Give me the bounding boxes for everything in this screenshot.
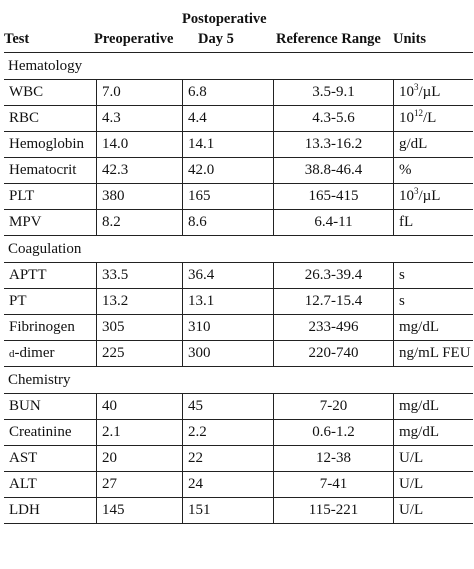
reference-range-cell: 165-415 [273, 184, 393, 209]
units-cell [393, 498, 473, 523]
table-row [4, 262, 473, 288]
table-header [4, 6, 473, 52]
section-header: Coagulation [4, 235, 473, 262]
units-cell [393, 106, 473, 131]
unit-base: mg/dL [399, 424, 439, 440]
units-cell [393, 446, 473, 471]
preoperative-cell: 225 [96, 341, 182, 366]
postoperative-cell: 151 [182, 498, 273, 523]
unit-base: % [399, 162, 412, 178]
table-row [4, 79, 473, 105]
test-name-cell [4, 184, 96, 209]
test-name: Creatinine [9, 424, 72, 440]
unit-base: U/L [399, 502, 424, 518]
test-name: BUN [9, 398, 41, 414]
preoperative-cell: 380 [96, 184, 182, 209]
test-name: Hematocrit [9, 162, 77, 178]
test-name-cell [4, 210, 96, 235]
postoperative-cell: 14.1 [182, 132, 273, 157]
preoperative-cell: 2.1 [96, 420, 182, 445]
postoperative-cell: 300 [182, 341, 273, 366]
unit-base: 10 [399, 188, 414, 204]
test-name: -dimer [14, 345, 55, 361]
postoperative-cell: 8.6 [182, 210, 273, 235]
table-row [4, 183, 473, 209]
units-cell [393, 184, 473, 209]
test-name: MPV [9, 214, 42, 230]
test-name: AST [9, 450, 38, 466]
test-name: PT [9, 293, 27, 309]
reference-range-cell: 7-41 [273, 472, 393, 497]
test-name-prefix: d [9, 348, 15, 360]
units-cell [393, 420, 473, 445]
header-day5: Day 5 [198, 31, 234, 47]
postoperative-cell: 13.1 [182, 289, 273, 314]
unit-suffix: /µL [418, 188, 441, 204]
unit-base: ng/mL FEU [399, 345, 471, 361]
units-cell [393, 472, 473, 497]
units-cell [393, 132, 473, 157]
header-test: Test [4, 31, 30, 47]
unit-suffix: /µL [418, 84, 441, 100]
test-name-cell [4, 106, 96, 131]
postoperative-cell: 6.8 [182, 80, 273, 105]
header-postoperative: Postoperative [182, 11, 267, 27]
table-row [4, 157, 473, 183]
units-cell [393, 341, 473, 366]
lab-results-table [4, 6, 473, 524]
postoperative-cell: 4.4 [182, 106, 273, 131]
test-name-cell [4, 498, 96, 523]
test-name: ALT [9, 476, 37, 492]
postoperative-cell: 2.2 [182, 420, 273, 445]
reference-range-cell: 4.3-5.6 [273, 106, 393, 131]
reference-range-cell: 38.8-46.4 [273, 158, 393, 183]
test-name: APTT [9, 267, 47, 283]
postoperative-cell: 24 [182, 472, 273, 497]
unit-base: U/L [399, 450, 424, 466]
table-row [4, 209, 473, 235]
test-name: RBC [9, 110, 40, 126]
preoperative-cell: 305 [96, 315, 182, 340]
table-row [4, 445, 473, 471]
preoperative-cell: 4.3 [96, 106, 182, 131]
unit-base: mg/dL [399, 398, 439, 414]
reference-range-cell: 7-20 [273, 394, 393, 419]
unit-suffix: /L [423, 110, 437, 126]
table-row [4, 419, 473, 445]
unit-base: s [399, 267, 405, 283]
test-name: PLT [9, 188, 35, 204]
postoperative-cell: 165 [182, 184, 273, 209]
header-preoperative: Preoperative [94, 31, 174, 47]
reference-range-cell: 13.3-16.2 [273, 132, 393, 157]
test-name: LDH [9, 502, 40, 518]
table-bottom-rule [4, 523, 473, 524]
section-header: Chemistry [4, 366, 473, 393]
table-row [4, 105, 473, 131]
unit-exponent: 3 [414, 186, 419, 196]
test-name-cell [4, 420, 96, 445]
units-cell [393, 394, 473, 419]
test-name-cell [4, 472, 96, 497]
unit-base: mg/dL [399, 319, 439, 335]
test-name-cell [4, 263, 96, 288]
reference-range-cell: 12-38 [273, 446, 393, 471]
test-name-cell [4, 80, 96, 105]
test-name-cell [4, 132, 96, 157]
test-name: Hemoglobin [9, 136, 84, 152]
reference-range-cell: 115-221 [273, 498, 393, 523]
reference-range-cell: 220-740 [273, 341, 393, 366]
reference-range-cell: 0.6-1.2 [273, 420, 393, 445]
preoperative-cell: 13.2 [96, 289, 182, 314]
reference-range-cell: 233-496 [273, 315, 393, 340]
postoperative-cell: 310 [182, 315, 273, 340]
unit-base: s [399, 293, 405, 309]
preoperative-cell: 40 [96, 394, 182, 419]
table-body [4, 52, 473, 524]
preoperative-cell: 145 [96, 498, 182, 523]
test-name-cell [4, 289, 96, 314]
reference-range-cell: 26.3-39.4 [273, 263, 393, 288]
test-name-cell [4, 341, 96, 366]
units-cell [393, 315, 473, 340]
postoperative-cell: 36.4 [182, 263, 273, 288]
unit-base: fL [399, 214, 414, 230]
unit-base: 10 [399, 84, 414, 100]
units-cell [393, 80, 473, 105]
test-name-cell [4, 446, 96, 471]
preoperative-cell: 42.3 [96, 158, 182, 183]
units-cell [393, 158, 473, 183]
table-row [4, 131, 473, 157]
reference-range-cell: 6.4-11 [273, 210, 393, 235]
test-name-cell [4, 394, 96, 419]
unit-base: U/L [399, 476, 424, 492]
preoperative-cell: 20 [96, 446, 182, 471]
unit-base: 10 [399, 110, 414, 126]
table-row [4, 314, 473, 340]
preoperative-cell: 27 [96, 472, 182, 497]
header-units: Units [393, 31, 427, 47]
preoperative-cell: 33.5 [96, 263, 182, 288]
table-row [4, 340, 473, 366]
reference-range-cell: 12.7-15.4 [273, 289, 393, 314]
preoperative-cell: 7.0 [96, 80, 182, 105]
unit-base: g/dL [399, 136, 428, 152]
units-cell [393, 210, 473, 235]
header-reference-range: Reference Range [276, 31, 381, 47]
unit-exponent: 12 [414, 108, 423, 118]
units-cell [393, 263, 473, 288]
test-name: WBC [9, 84, 44, 100]
table-row [4, 393, 473, 419]
table-row [4, 288, 473, 314]
test-name-cell [4, 315, 96, 340]
units-cell [393, 289, 473, 314]
unit-exponent: 3 [414, 82, 419, 92]
preoperative-cell: 8.2 [96, 210, 182, 235]
table-row [4, 497, 473, 523]
preoperative-cell: 14.0 [96, 132, 182, 157]
section-header: Hematology [4, 52, 473, 79]
postoperative-cell: 42.0 [182, 158, 273, 183]
reference-range-cell: 3.5-9.1 [273, 80, 393, 105]
test-name: Fibrinogen [9, 319, 75, 335]
table-row [4, 471, 473, 497]
postoperative-cell: 45 [182, 394, 273, 419]
test-name-cell [4, 158, 96, 183]
postoperative-cell: 22 [182, 446, 273, 471]
